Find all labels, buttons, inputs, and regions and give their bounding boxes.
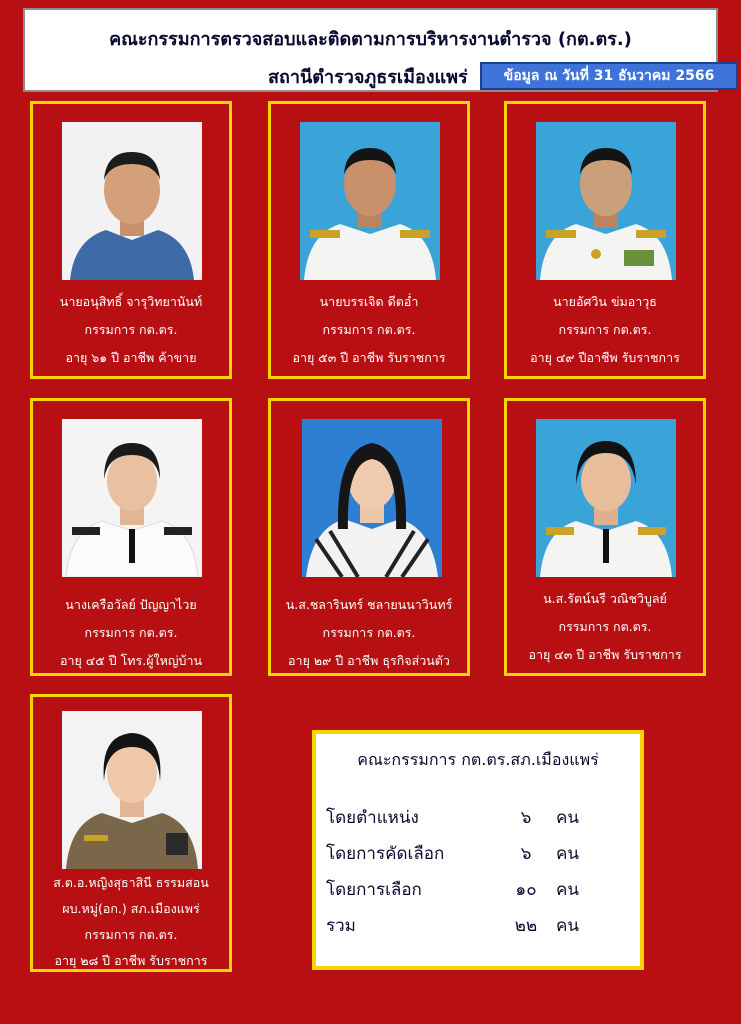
member-role: กรรมการ กต.ตร. <box>84 322 178 337</box>
member-name: ส.ต.อ.หญิงสุธาสินี ธรรมสอน <box>53 875 209 890</box>
member-card <box>30 694 232 972</box>
member-role: กรรมการ กต.ตร. <box>558 322 652 337</box>
summary-unit: คน <box>556 916 579 936</box>
portrait-image <box>302 419 442 577</box>
member-name: นายบรรเจิด ดีตอ่ำ <box>319 294 419 309</box>
member-detail: อายุ ๒๙ ปี อาชีพ ธุรกิจส่วนตัว <box>288 653 450 668</box>
summary-label: รวม <box>326 916 356 936</box>
member-photo <box>300 122 440 280</box>
member-unit: ผบ.หมู่(อก.) สภ.เมืองแพร่ <box>62 901 200 916</box>
member-photo <box>536 419 676 577</box>
portrait-image <box>62 711 202 869</box>
portrait-image <box>62 419 202 577</box>
member-name: น.ส.ชลารินทร์ ชลายนนาวินทร์ <box>285 597 453 612</box>
summary-count: ๒๒ <box>514 916 538 936</box>
member-photo <box>62 122 202 280</box>
member-role: กรรมการ กต.ตร. <box>322 625 416 640</box>
member-role: กรรมการ กต.ตร. <box>84 927 178 942</box>
member-detail: อายุ ๒๘ ปี อาชีพ รับราชการ <box>54 953 208 968</box>
summary-title: คณะกรรมการ กต.ตร.สภ.เมืองแพร่ <box>357 750 599 769</box>
summary-unit: คน <box>556 880 579 900</box>
portrait-image <box>536 419 676 577</box>
station-name: สถานีตำรวจภูธรเมืองแพร่ <box>268 67 468 88</box>
member-detail: อายุ ๖๑ ปี อาชีพ ค้าขาย <box>65 350 197 365</box>
summary-unit: คน <box>556 808 579 828</box>
member-photo <box>62 419 202 577</box>
member-photo <box>302 419 442 577</box>
summary-box <box>312 730 644 970</box>
member-card <box>30 101 232 379</box>
member-photo <box>62 711 202 869</box>
member-role: กรรมการ กต.ตร. <box>558 619 652 634</box>
summary-label: โดยการคัดเลือก <box>326 844 445 864</box>
member-card <box>268 101 470 379</box>
member-detail: อายุ ๔๙ ปีอาชีพ รับราชการ <box>530 350 680 365</box>
page-title: คณะกรรมการตรวจสอบและติดตามการบริหารงานตำรวจ (กต.ตร.) <box>109 29 632 50</box>
portrait-image <box>536 122 676 280</box>
portrait-image <box>62 122 202 280</box>
member-name: นายอัศวิน ข่มอาวุธ <box>553 294 657 309</box>
member-role: กรรมการ กต.ตร. <box>322 322 416 337</box>
summary-count: ๖ <box>520 844 532 864</box>
summary-unit: คน <box>556 844 579 864</box>
member-detail: อายุ ๕๓ ปี อาชีพ รับราชการ <box>292 350 446 365</box>
member-card <box>268 398 470 676</box>
member-card <box>30 398 232 676</box>
date-badge: ข้อมูล ณ วันที่ 31 ธันวาคม 2566 <box>480 62 738 90</box>
summary-count: ๖ <box>520 808 532 828</box>
member-card <box>504 398 706 676</box>
member-detail: อายุ ๔๕ ปี โทร.ผู้ใหญ่บ้าน <box>59 653 203 668</box>
member-photo <box>536 122 676 280</box>
member-detail: อายุ ๔๓ ปี อาชีพ รับราชการ <box>528 647 682 662</box>
portrait-image <box>300 122 440 280</box>
summary-label: โดยการเลือก <box>326 880 422 900</box>
member-name: นางเครือวัลย์ ปัญญาไวย <box>65 597 197 612</box>
member-role: กรรมการ กต.ตร. <box>84 625 178 640</box>
member-name: นายอนุสิทธิ์ จารุวิทยานันท์ <box>59 294 203 309</box>
member-card <box>504 101 706 379</box>
summary-count: ๑๐ <box>515 880 537 900</box>
summary-label: โดยตำแหน่ง <box>326 808 419 828</box>
member-name: น.ส.รัตน์นรี วณิชวิบูลย์ <box>543 591 667 606</box>
